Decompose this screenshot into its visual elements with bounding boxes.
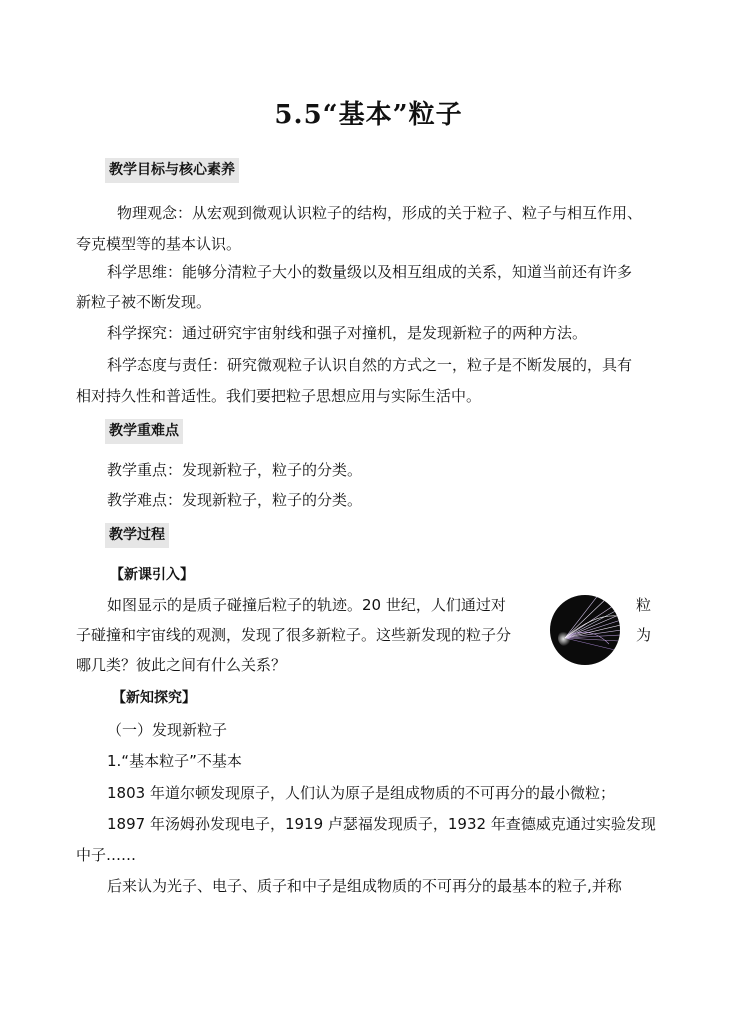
goal-line-3: 科学思维：能够分清粒子大小的数量级以及相互组成的关系，知道当前还有许多 <box>107 263 633 281</box>
intro-label: 【新课引入】 <box>110 567 194 583</box>
goal-line-1: 物理观念：从宏观到微观认识粒子的结构，形成的关于粒子、粒子与相互作用、 <box>117 204 643 222</box>
section-heading-goals: 教学目标与核心素养 <box>105 158 239 183</box>
key-point-difficulty: 教学难点：发现新粒子，粒子的分类。 <box>107 491 363 509</box>
intro-line-2: 子碰撞和宇宙线的观测，发现了很多新粒子。这些新发现的粒子分 <box>76 626 512 644</box>
explore-paragraph-2b: 中子…… <box>76 846 137 864</box>
explore-paragraph-3: 后来认为光子、电子、质子和中子是组成物质的不可再分的最基本的粒子,并称 <box>107 877 622 895</box>
particle-track-image <box>549 594 621 666</box>
goal-line-6: 科学态度与责任：研究微观粒子认识自然的方式之一，粒子是不断发展的，具有 <box>107 356 633 374</box>
explore-item-heading: 1.“基本粒子”不基本 <box>107 752 242 770</box>
goal-line-5: 科学探究：通过研究宇宙射线和强子对撞机，是发现新粒子的两种方法。 <box>107 324 588 342</box>
intro-line-1-tail: 粒 <box>636 596 652 614</box>
goal-line-4: 新粒子被不断发现。 <box>76 293 212 311</box>
goal-line-2: 夸克模型等的基本认识。 <box>76 235 242 253</box>
explore-subheading: （一）发现新粒子 <box>107 721 228 739</box>
page-title: 5.5“基本”粒子 <box>274 100 463 130</box>
explore-label: 【新知探究】 <box>112 690 196 706</box>
explore-paragraph-2a: 1897 年汤姆孙发现电子，1919 卢瑟福发现质子，1932 年查德威克通过实验发现 <box>107 815 656 833</box>
key-point-focus: 教学重点：发现新粒子，粒子的分类。 <box>107 461 363 479</box>
section-heading-key-points: 教学重难点 <box>105 419 183 444</box>
explore-paragraph-1: 1803 年道尔顿发现原子，人们认为原子是组成物质的不可再分的最小微粒； <box>107 784 615 802</box>
section-heading-process: 教学过程 <box>105 523 169 548</box>
intro-line-3: 哪几类？彼此之间有什么关系？ <box>76 656 287 674</box>
goal-line-7: 相对持久性和普适性。我们要把粒子思想应用与实际生活中。 <box>76 387 482 405</box>
intro-line-1: 如图显示的是质子碰撞后粒子的轨迹。20 世纪，人们通过对 <box>107 596 506 614</box>
intro-line-2-tail: 为 <box>636 626 652 644</box>
